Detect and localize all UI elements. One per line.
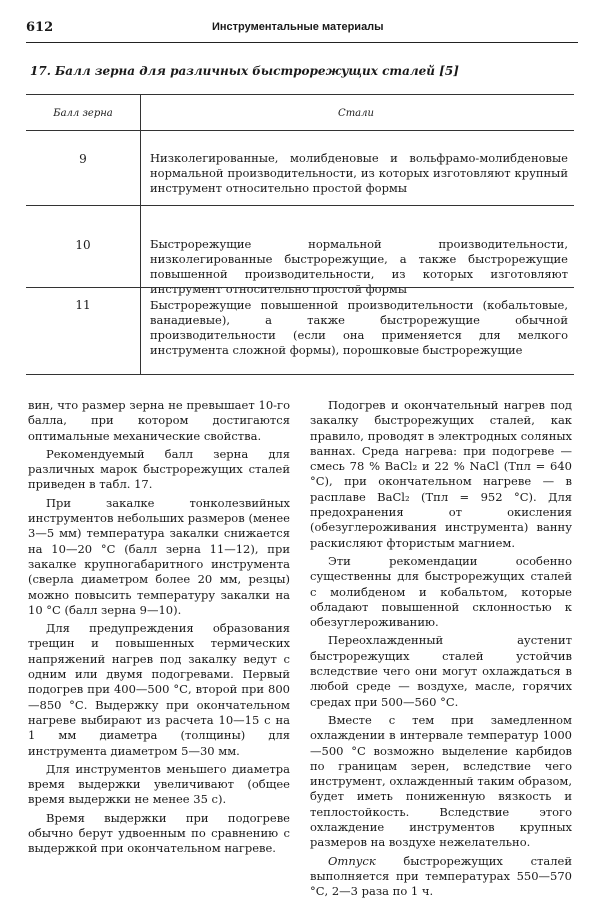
paragraph: Вместе с тем при замедленном охлаждении в интервале температур 1000—500 °С возможно выделение карбидов по границам зерен, вследствие чего инструмент, охлажденный таким образом, будет иметь пониженную вязкость и теплостойкость. Вследствие этого охлаждение инструментов крупных размеров на воздухе нежелательно. bbox=[310, 712, 572, 850]
paragraph: Эти рекомендации особенно существенны для быстрорежущих сталей с молибденом и кобальтом, которые обладают повышенной склонностью к обезуглероживанию. bbox=[310, 553, 572, 630]
table-row-grade: 9 bbox=[79, 152, 87, 166]
running-title: Инструментальные материалы bbox=[212, 21, 384, 33]
table-bottom-rule bbox=[26, 374, 574, 375]
paragraph: Рекомендуемый балл зерна для различных марок быстрорежущих сталей приведен в табл. 17. bbox=[28, 446, 290, 492]
table-top-rule bbox=[26, 94, 574, 95]
paragraph: Для предупреждения образования трещин и повышенных термических напряжений нагрев под закалку ведут с одним или двумя подогревами. Первый подогрев при 400—500 °С, второй при 800—850 °С. Выдержку при окончательном нагреве выбирают из расчета 10—15 с на 1 мм диаметра (толщины) для инструмента диаметром 5—30 мм. bbox=[28, 621, 290, 758]
text-column-right bbox=[310, 398, 572, 903]
page-number: 612 bbox=[26, 20, 54, 35]
table-row-steels: Быстрорежущие повышенной производительности (кобальтовые, ванадиевые), а также быстрорежущие обычной производительности (если она применяется для мелкого инструмента сложной формы), порошковые быстрорежущие bbox=[150, 298, 568, 357]
paragraph: Переохлажденный аустенит быстрорежущих сталей устойчив вследствие чего они могут охлаждаться в любой среде — воздухе, масле, горячих средах при 500—560 °С. bbox=[310, 633, 572, 709]
paragraph-rest: быстрорежущих сталей выполняется при температурах 550—570 °С, 2—3 раза по 1 ч. bbox=[310, 853, 572, 899]
term-tempering: Отпуск bbox=[328, 853, 376, 868]
table-row-grade: 11 bbox=[75, 298, 91, 312]
table-header-steels: Стали bbox=[338, 108, 374, 119]
table-header-rule bbox=[26, 130, 574, 131]
table-caption: 17. Балл зерна для различных быстрорежущих сталей [5] bbox=[30, 64, 459, 78]
table-header-grade: Балл зерна bbox=[53, 108, 113, 119]
text-column-left bbox=[28, 398, 290, 860]
table-column-divider bbox=[140, 94, 141, 374]
table-row-steels: Быстрорежущие нормальной производительности, низколегированные быстрорежущие, а также быстрорежущие повышенной производительности, из которых изготовляют инструмент относительно простой формы bbox=[150, 237, 568, 296]
paragraph: вин, что размер зерна не превышает 10-го балла, при котором достигаются оптимальные механические свойства. bbox=[28, 398, 290, 443]
header-rule bbox=[26, 42, 578, 43]
page-header bbox=[26, 20, 578, 40]
paragraph: При закалке тонколезвийных инструментов небольших размеров (менее 3—5 мм) температура закалки снижается на 10—20 °С (балл зерна 11—12), при закалке крупногабаритного инструмента (сверла диаметром более 20 мм, резцы) можно повысить температуру закалки на 10 °С (балл зерна 9—10). bbox=[28, 495, 290, 617]
paragraph: Подогрев и окончательный нагрев под закалку быстрорежущих сталей, как правило, проводят в электродных соляных ваннах. Среда нагрева: при подогреве — смесь 78 % BaCl₂ и 22 % NaCl (Тпл = 640 °С), при окончательном нагреве — в расплаве BaCl₂ (Тпл = 952 °С). Для предохранения от окисления (обезуглероживания инструмента) ванну раскисляют фтористым магнием. bbox=[310, 398, 572, 550]
table-row-grade: 10 bbox=[75, 238, 91, 252]
paragraph-tempering bbox=[310, 854, 572, 900]
paragraph: Для инструментов меньшего диаметра время выдержки увеличивают (общее время выдержки не менее 35 с). bbox=[28, 761, 290, 807]
table-row-rule bbox=[26, 287, 574, 288]
table-row-rule bbox=[26, 205, 574, 206]
paragraph: Время выдержки при подогреве обычно берут удвоенным по сравнению с выдержкой при окончательном нагреве. bbox=[28, 810, 290, 856]
table-row-steels: Низколегированные, молибденовые и вольфрамо-молибденовые нормальной производительности, из которых изготовляют крупный инструмент относительно простой формы bbox=[150, 151, 568, 195]
